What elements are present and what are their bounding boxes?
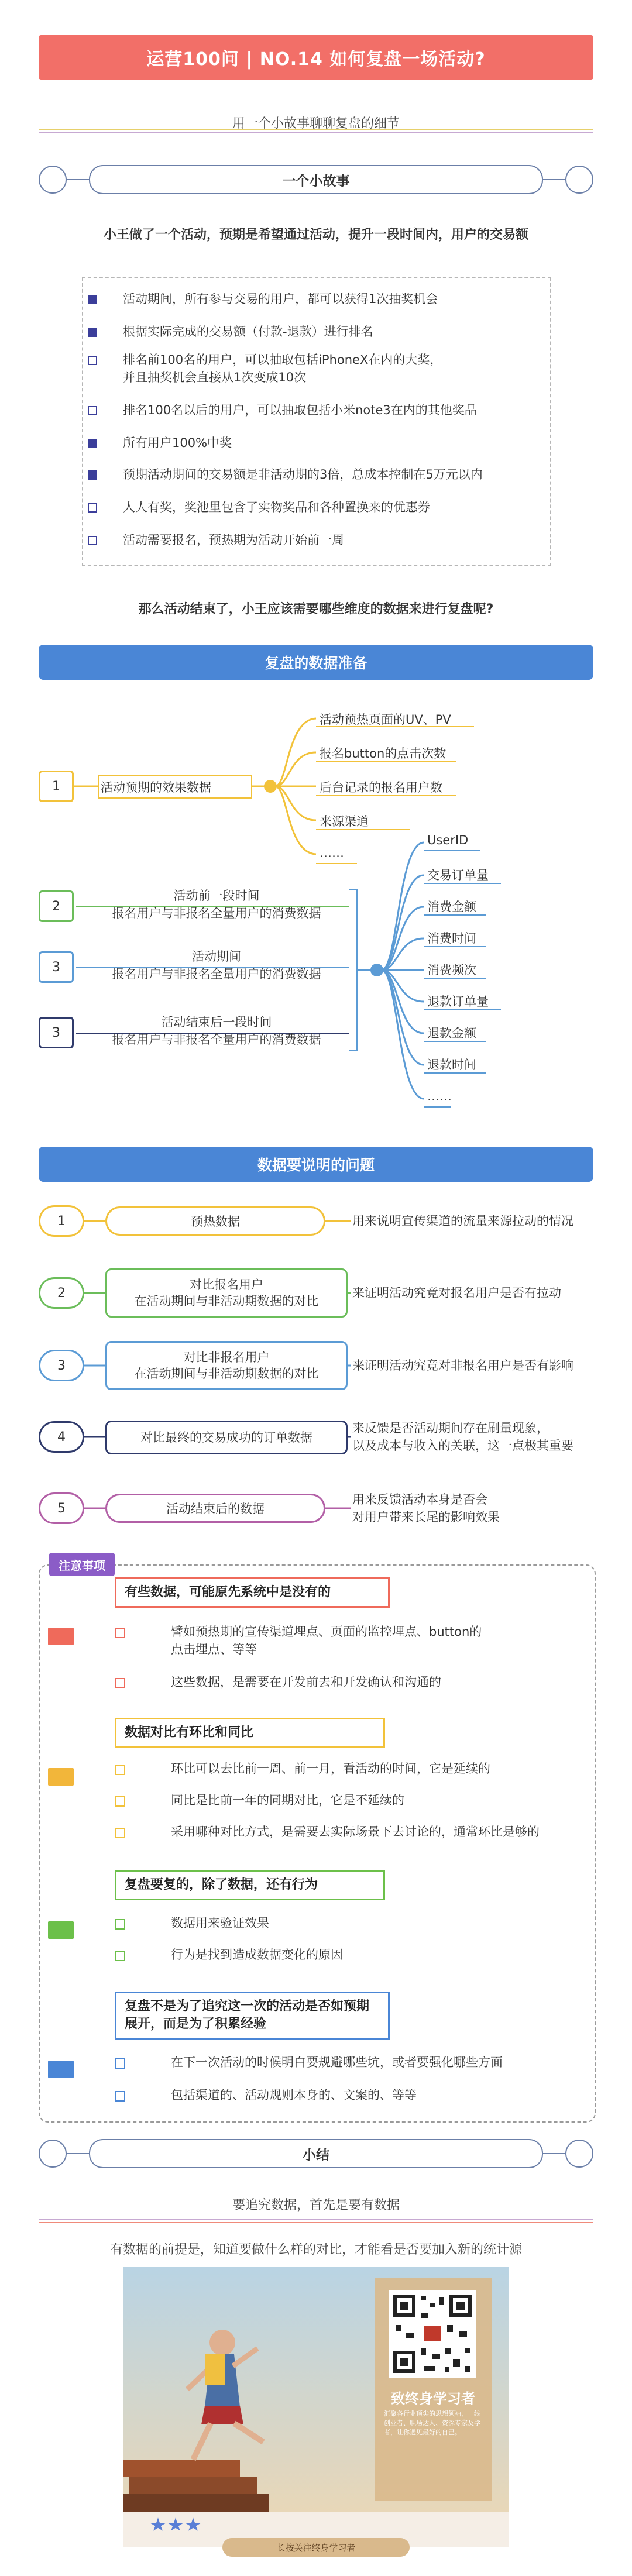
question-box: 活动结束后的数据 [105, 1494, 325, 1523]
note-heading: 复盘要复的，除了数据，还有行为 [115, 1870, 385, 1900]
divider [39, 2219, 593, 2220]
question-desc: 来反馈是否活动期间存在刷量现象， 以及成本与收入的关联，这一点极其重要 [352, 1421, 573, 1453]
question-box: 对比非报名用户 在活动期间与非活动期数据的对比 [105, 1341, 348, 1390]
summary-heading [39, 2139, 593, 2168]
mindmap-branch: 活动预热页面的UV、PV [320, 713, 451, 727]
empty-square-icon [115, 2091, 125, 2102]
mindmap-branch: 消费频次 [427, 963, 476, 977]
note-heading: 有些数据，可能原先系统中是没有的 [115, 1577, 390, 1608]
page-title: 运营100问 | NO.14 如何复盘一场活动? [39, 35, 593, 80]
question-number: 3 [39, 1350, 84, 1381]
story-heading [39, 165, 593, 194]
note-color-block [48, 1768, 74, 1786]
empty-square-icon [88, 356, 97, 365]
mindmap-branch: 退款时间 [427, 1058, 476, 1072]
mindmap-branch: UserID [427, 833, 469, 847]
empty-square-icon [88, 503, 97, 513]
divider [39, 132, 593, 133]
mindmap-branch: 消费金额 [427, 900, 476, 914]
mindmap-branch: 交易订单量 [427, 868, 489, 882]
poster-brand: 致终身学习者 [391, 2391, 475, 2407]
empty-square-icon [115, 1628, 125, 1638]
summary-line: 有数据的前提是，知道要做什么样的对比，才能看是否要加入新的统计源 [109, 2243, 522, 2257]
empty-square-icon [115, 1828, 125, 1838]
question-box: 对比最终的交易成功的订单数据 [105, 1421, 348, 1454]
notes-tag: 注意事项 [49, 1553, 115, 1576]
note-heading: 复盘不是为了追究这一次的活动是否如预期 展开，而是为了积累经验 [115, 1992, 390, 2040]
subtitle: 用一个小故事聊聊复盘的细节 [232, 116, 400, 131]
group2-label: 活动前一段时间 报名用户与非报名全量用户的消费数据 [112, 889, 321, 920]
mindmap-branch: 消费时间 [427, 931, 476, 945]
empty-square-icon [115, 2058, 125, 2069]
story-intro: 小王做了一个活动，预期是希望通过活动，提升一段时间内，用户的交易额 [103, 228, 528, 242]
question-desc: 来证明活动究竟对报名用户是否有拉动 [352, 1286, 561, 1300]
group2-number: 3 [39, 1017, 74, 1048]
question-number: 4 [39, 1421, 84, 1453]
story-heading-label: 一个小故事 [89, 165, 543, 194]
section-questions: 数据要说明的问题 [39, 1147, 593, 1182]
group2-number: 2 [39, 890, 74, 922]
question-number: 1 [39, 1205, 84, 1237]
mindmap-branch: …… [427, 1089, 452, 1103]
mindmap-branch: 后台记录的报名用户数 [320, 780, 442, 795]
checked-square-icon [88, 470, 97, 480]
story-question: 那么活动结束了，小王应该需要哪些维度的数据来进行复盘呢? [138, 602, 494, 617]
poster-decor [147, 2516, 206, 2534]
empty-square-icon [115, 1765, 125, 1775]
summary-line: 要追究数据，首先是要有数据 [232, 2198, 400, 2213]
question-box: 对比报名用户 在活动期间与非活动期数据的对比 [105, 1268, 348, 1318]
question-desc: 用来反馈活动本身是否会 对用户带来长尾的影响效果 [352, 1492, 500, 1524]
group2-number: 3 [39, 951, 74, 983]
empty-square-icon [115, 1951, 125, 1961]
note-color-block [48, 1921, 74, 1939]
mindmap-branch: 退款订单量 [427, 995, 489, 1009]
poster-image [123, 2267, 509, 2512]
question-desc: 来证明活动究竟对非报名用户是否有影响 [352, 1358, 573, 1373]
empty-square-icon [88, 536, 97, 545]
empty-square-icon [115, 1919, 125, 1930]
note-heading: 数据对比有环比和同比 [115, 1718, 385, 1748]
note-color-block [48, 1628, 74, 1645]
question-number: 5 [39, 1492, 84, 1524]
empty-square-icon [115, 1678, 125, 1688]
sparkle-icon [147, 2516, 206, 2534]
question-box: 预热数据 [105, 1206, 325, 1236]
qr-code-icon [389, 2290, 476, 2378]
question-desc: 用来说明宣传渠道的流量来源拉动的情况 [352, 1214, 573, 1228]
note-color-block [48, 2061, 74, 2078]
divider [39, 2222, 593, 2223]
checked-square-icon [88, 328, 97, 337]
group1-number: 1 [39, 771, 74, 802]
empty-square-icon [115, 1796, 125, 1807]
summary-heading-label: 小结 [89, 2139, 543, 2168]
question-number: 2 [39, 1277, 84, 1309]
mindmap-branch: 报名button的点击次数 [320, 747, 446, 761]
mindmap-branch: 退款金额 [427, 1026, 476, 1040]
poster-follow-button[interactable]: 长按关注终身学习者 [222, 2538, 410, 2557]
empty-square-icon [88, 406, 97, 415]
group1-label: 活动预期的效果数据 [101, 780, 211, 795]
story-list: 活动期间，所有参与交易的用户，都可以获得1次抽奖机会 根据实际完成的交易额（付款-退款）进行排名 排名前100名的用户，可以抽取包括iPhoneX在内的大奖， 并且抽奖机会直接从1次变成10次 排名100名以后的用户，可以抽取包括小米note3在内的其他奖品 所有用户100%中奖 预期活动期间的交易额是非活动期的3倍，总成本控制在5万元以内 人人有奖，奖池里包含了实物奖品和各种置换来的优惠券 活动需要报名，预热期为活动开始前一周 [82, 277, 551, 566]
poster-desc: 汇聚各行业顶尖的思想领袖、一线创业者、职场达人、资深专家及学者，让你遇见最好的自己。 [384, 2410, 480, 2436]
group2-label: 活动结束后一段时间 报名用户与非报名全量用户的消费数据 [112, 1015, 321, 1047]
mindmap-branch: 来源渠道 [320, 814, 369, 828]
mindmap-branch: …… [320, 846, 344, 860]
section-data-prep: 复盘的数据准备 [39, 645, 593, 680]
group2-label: 活动期间 报名用户与非报名全量用户的消费数据 [112, 950, 321, 981]
checked-square-icon [88, 295, 97, 304]
list-item: 排名前100名的用户，可以抽取包括iPhoneX在内的大奖， 并且抽奖机会直接从1次变成10次 [83, 351, 550, 388]
checked-square-icon [88, 439, 97, 448]
qr-code [389, 2290, 476, 2378]
